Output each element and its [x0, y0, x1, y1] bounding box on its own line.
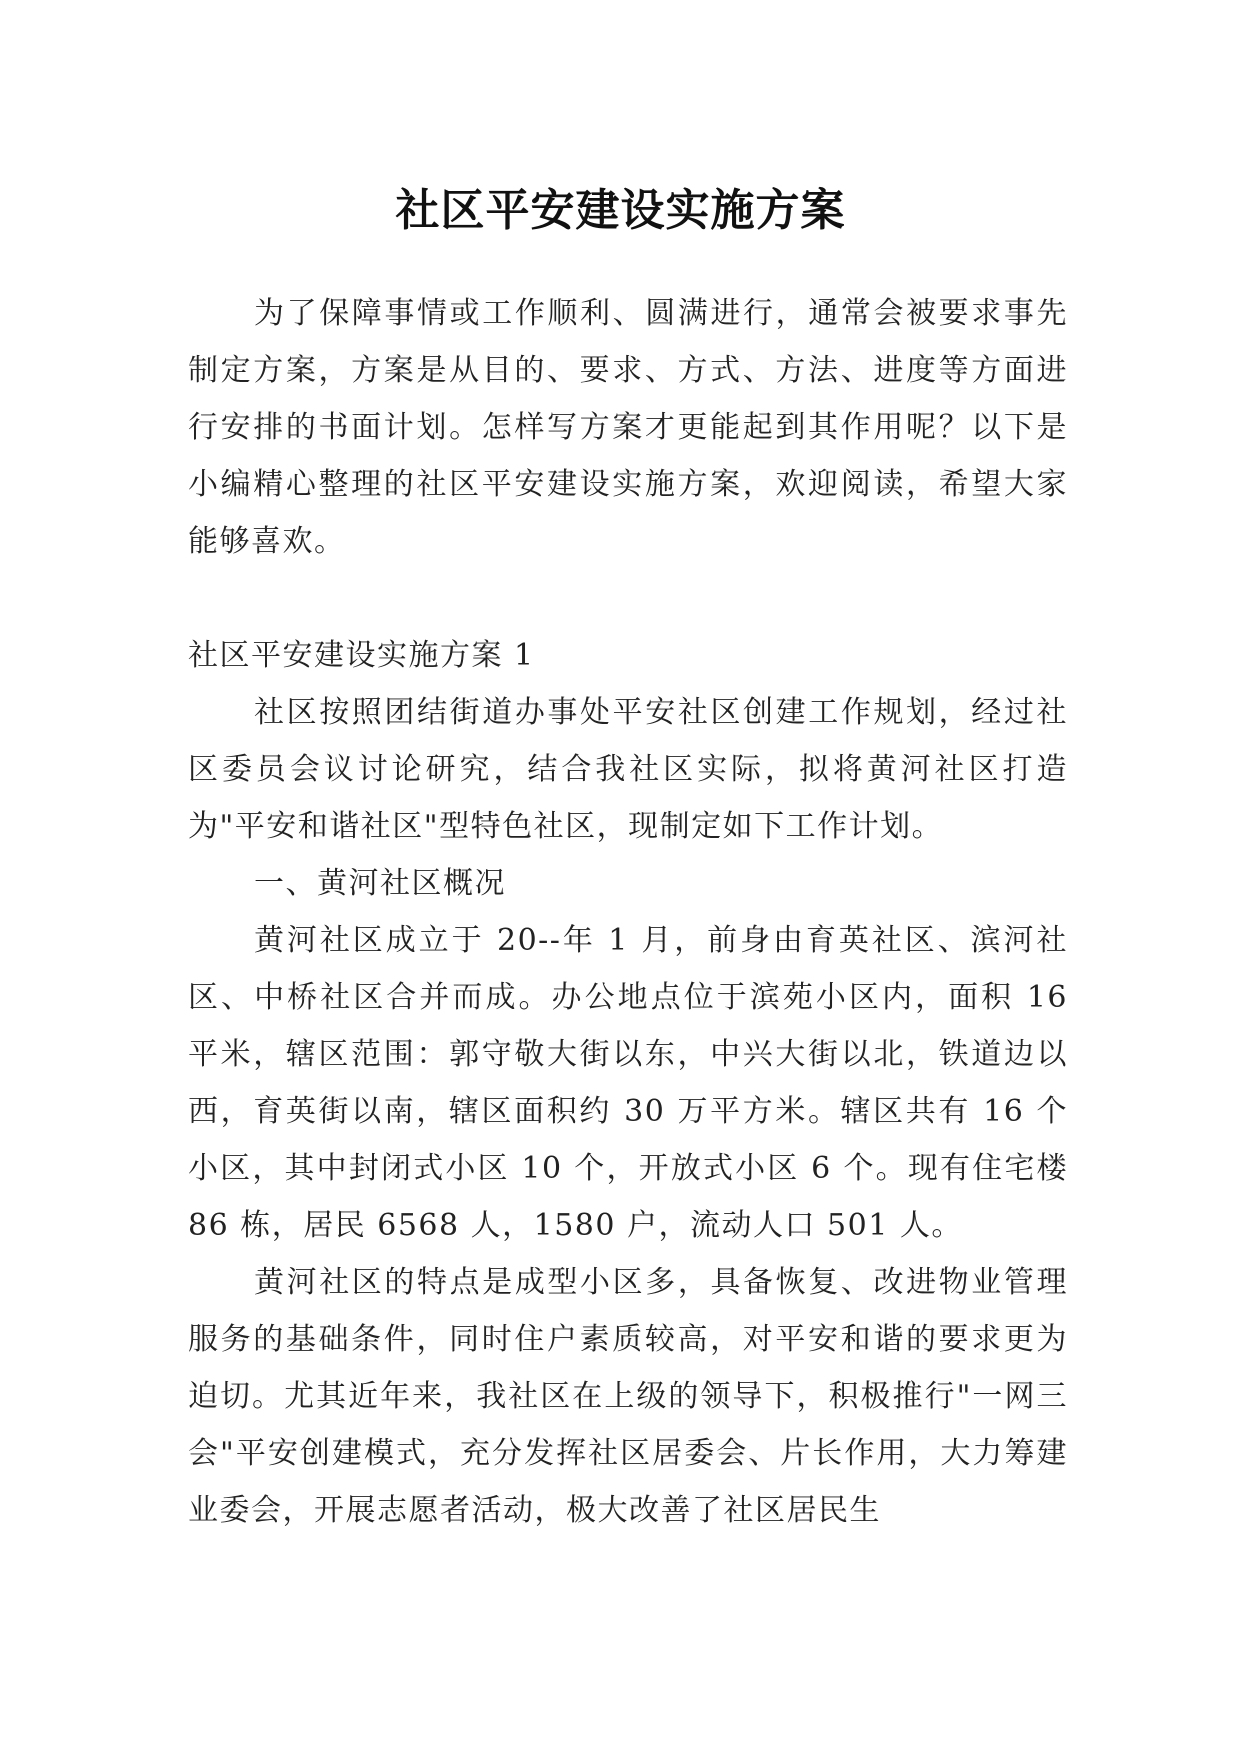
body-paragraph: 社区按照团结街道办事处平安社区创建工作规划，经过社区委员会议讨论研究，结合我社区实际，拟将黄河社区打造为"平安和谐社区"型特色社区，现制定如下工作计划。	[188, 695, 1068, 844]
body-paragraph: 黄河社区成立于 20--年 1 月，前身由育英社区、滨河社区、中桥社区合并而成。办公地点位于滨苑小区内，面积 16 平米，辖区范围：郭守敬大街以东，中兴大街以北，铁道边以西，育英街以南，辖区面积约 30 万平方米。辖区共有 16 个小区，其中封闭式小区 10 个，开放式小区 6 个。现有住宅楼 86 栋，居民 6568 人，1580 户，流动人口 501 人。	[188, 923, 1068, 1243]
body-paragraph: 黄河社区的特点是成型小区多，具备恢复、改进物业管理服务的基础条件，同时住户素质较高，对平安和谐的要求更为迫切。尤其近年来，我社区在上级的领导下，积极推行"一网三会"平安创建模式，充分发挥社区居委会、片长作用，大力筹建业委会，开展志愿者活动，极大改善了社区居民生	[188, 1265, 1068, 1528]
section-heading: 社区平安建设实施方案 1	[188, 638, 535, 673]
document-title: 社区平安建设实施方案	[395, 185, 846, 237]
intro-paragraph: 为了保障事情或工作顺利、圆满进行，通常会被要求事先制定方案，方案是从目的、要求、方式、方法、进度等方面进行安排的书面计划。怎样写方案才更能起到其作用呢？以下是小编精心整理的社区平安建设实施方案，欢迎阅读，希望大家能够喜欢。	[188, 296, 1068, 559]
subsection-heading: 一、黄河社区概况	[254, 866, 506, 901]
document-body	[188, 285, 1068, 1539]
